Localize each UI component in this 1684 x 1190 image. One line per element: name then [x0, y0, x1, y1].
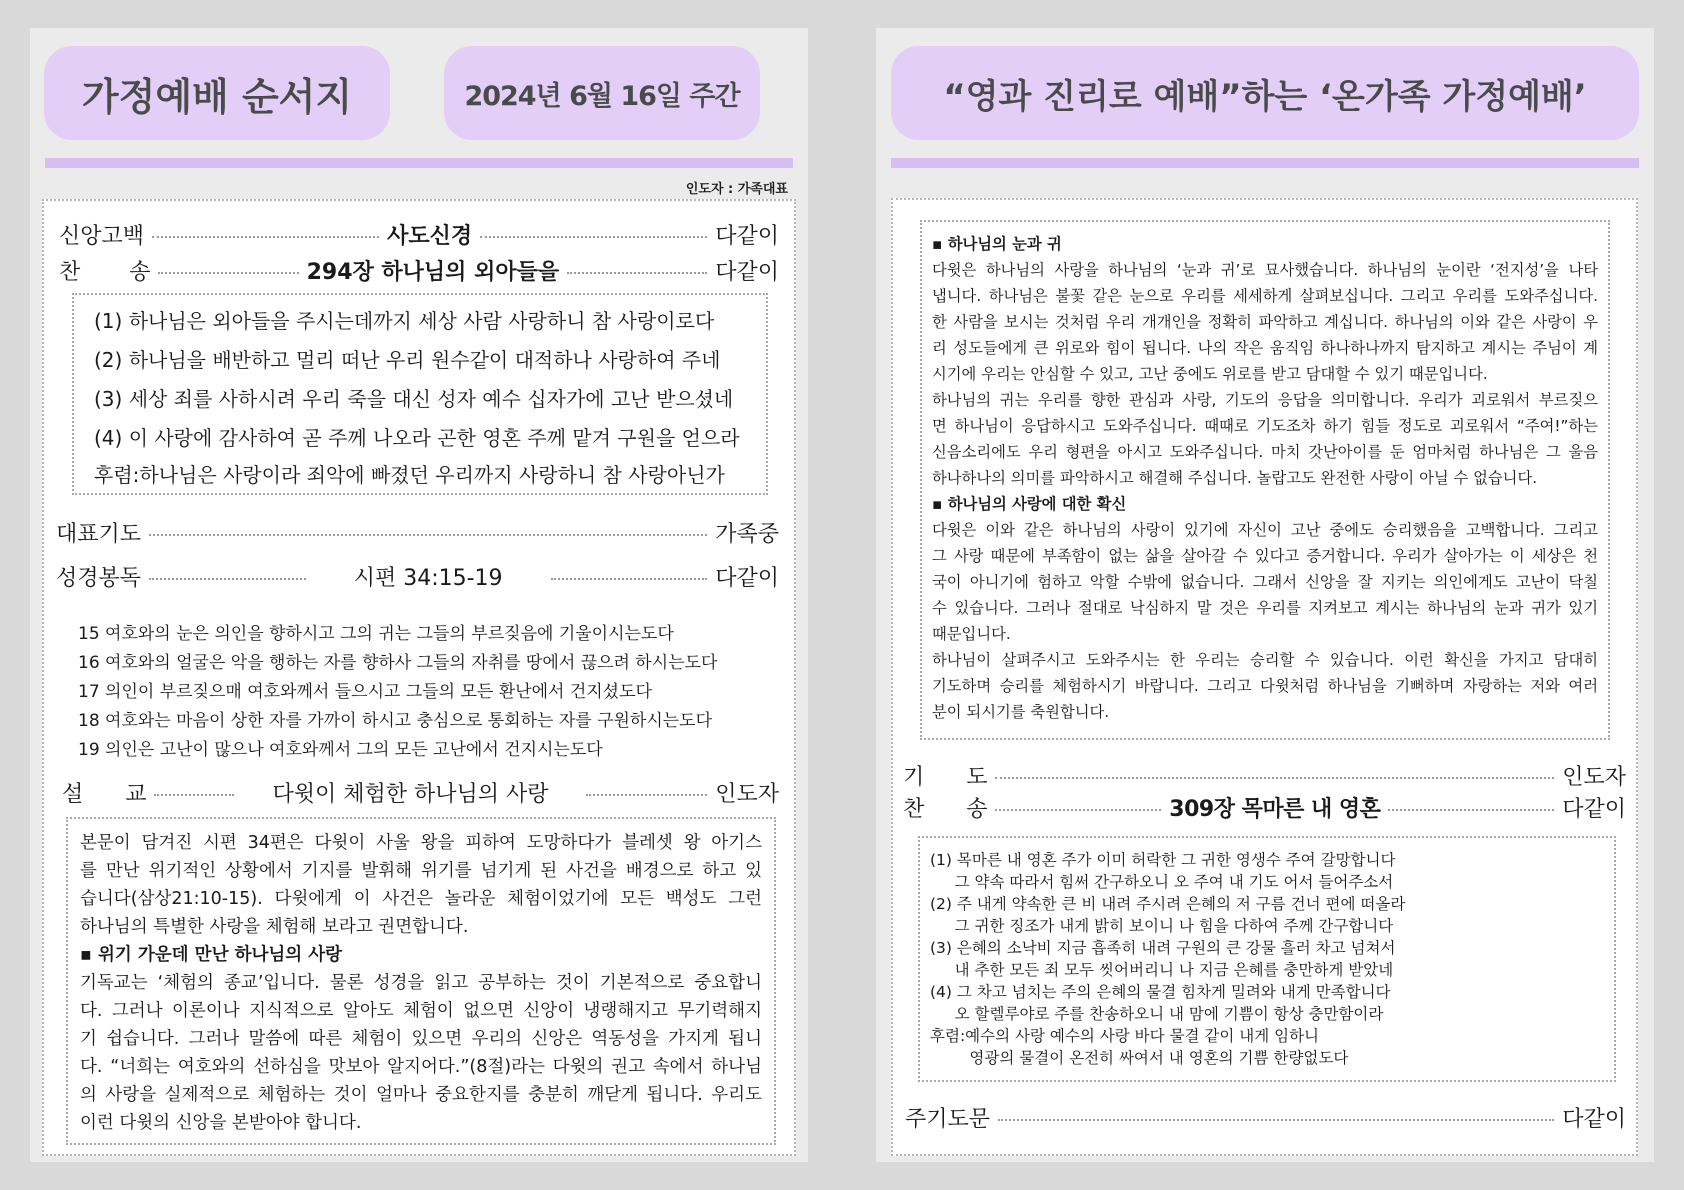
reflection-box	[920, 220, 1610, 740]
hymn-verse: (4) 이 사랑에 감사하여 곧 주께 나오라 곤한 영혼 주께 맡겨 구원을 얻으라	[94, 426, 740, 450]
reflection-line: 리 성도들에게 큰 위로와 힘이 됩니다. 나의 작은 움직임 하나하나까지 탐지하고 계시는 주님이 계	[932, 339, 1598, 357]
week-date-title: 2024년 6월 16일 주간	[444, 46, 760, 140]
sermon-paragraph-line: 기 쉽습니다. 그러나 말씀에 따른 체험이 있으면 우리의 신앙은 역동성을 가지게 됩니	[80, 1029, 762, 1049]
reading-row	[56, 561, 779, 592]
hymn2-verse: 그 약속 따라서 힘써 간구하오니 오 주여 내 기도 어서 들어주소서	[930, 873, 1394, 891]
leader-dots	[480, 236, 707, 238]
creed-title: 사도신경	[387, 224, 473, 249]
creed-label: 신앙고백	[59, 224, 145, 249]
reflection-line: 면 하나님이 응답하시고 도와주십니다. 때때로 기도조차 하기 힘들 정도로 괴로워서 “주여!”하는	[932, 417, 1598, 435]
lords-prayer-row	[905, 1102, 1626, 1133]
leader-dots	[567, 272, 707, 274]
reflection-subheading: ▪ 하나님의 눈과 귀	[932, 235, 1062, 253]
reading-participants: 다같이	[715, 566, 779, 591]
reflection-line: 냅니다. 하나님은 불꽃 같은 눈으로 우리를 세세하게 살펴보십니다. 그리고 우리를 도와주십니다.	[932, 287, 1598, 305]
reflection-line: 다윗은 이와 같은 하나님의 사랑이 있기에 자신이 고난 중에도 승리했음을 고백합니다. 그리고	[932, 521, 1598, 539]
sermon-paragraph-line: 다. “너희는 여호와의 선하심을 맛보아 알지어다.”(8절)라는 다윗의 권고 속에서 하나님	[80, 1057, 762, 1077]
creed-row	[59, 219, 779, 250]
sermon-paragraph-line: 본문이 담겨진 시편 34편은 다윗이 사울 왕을 피하여 도망하다가 블레셋 왕 아기스	[80, 833, 762, 853]
sermon-paragraph-line: 의 사랑을 실제적으로 체험하는 것이 얼마나 중요한지를 충분히 깨닫게 됩니다. 우리도	[80, 1085, 762, 1105]
sermon-leader: 인도자	[715, 782, 779, 807]
hymn-lyrics-box	[72, 293, 768, 495]
leader-dots	[149, 578, 306, 580]
leader-dots	[995, 777, 1554, 779]
leader-dots	[998, 1119, 1554, 1121]
closing-prayer-row	[903, 760, 1626, 791]
leader-dots	[149, 534, 707, 536]
hymn2-verse: 오 할렐루야로 주를 찬송하오니 내 맘에 기쁨이 항상 충만함이라	[930, 1005, 1384, 1023]
sermon-paragraph-line: 를 만난 위기적인 상황에서 기지를 발휘해 위기를 넘기게 된 사건을 배경으로 하고 있	[80, 861, 762, 881]
leader-dots	[995, 809, 1161, 811]
right-page	[876, 28, 1654, 1162]
sermon-text-box	[66, 817, 776, 1145]
sermon-title: 다윗이 체험한 하나님의 사랑	[272, 782, 549, 807]
reflection-line: 시기에 우리는 안심할 수 있고, 고난 중에도 위로를 받고 담대할 수 있기 때문입니다.	[932, 365, 1488, 383]
creed-participants: 다같이	[715, 224, 780, 249]
hymn2-verse: (2) 주 내게 약속한 큰 비 내려 주시려 은혜의 저 구름 건너 편에 떠올라	[930, 895, 1406, 913]
reading-label: 성경봉독	[56, 566, 142, 591]
left-order-frame	[42, 199, 796, 1156]
scripture-verse: 19 의인은 고난이 많으나 여호와께서 그의 모든 고난에서 건지시는도다	[78, 740, 603, 760]
leader-dots	[154, 794, 234, 796]
hymn2-chorus: 영광의 물결이 온전히 싸여서 내 영혼의 기쁨 한량없도다	[930, 1049, 1349, 1067]
hymn-participants: 다같이	[715, 260, 779, 285]
sermon-label: 설 교	[62, 782, 147, 807]
reflection-line: 기도하며 승리를 체험하시기 바랍니다. 그리고 다윗처럼 하나님을 기뻐하며 자랑하는 저와 여러	[932, 677, 1598, 695]
sermon-paragraph-line: 습니다(삼상21:10-15). 다윗에게 이 사건은 놀라운 체험이었기에 모든 백성도 그런	[80, 889, 762, 909]
leader-dots	[586, 794, 707, 796]
lords-prayer-participants: 다같이	[1562, 1107, 1626, 1132]
hymn2-verse: (3) 은혜의 소낙비 지금 흡족히 내려 구원의 큰 강물 흘러 차고 넘쳐서	[930, 939, 1396, 957]
reflection-line: 하나님의 귀는 우리를 향한 관심과 사랑, 기도의 응답을 의미합니다. 우리가 괴로워서 부르짖으	[932, 391, 1598, 409]
left-page	[30, 28, 808, 1162]
reflection-subheading: ▪ 하나님의 사랑에 대한 확신	[932, 495, 1127, 513]
worship-order-title: 가정예배 순서지	[44, 46, 390, 140]
sermon-paragraph-line: 다. 그러나 이론이나 지식적으로 알아도 체험이 없으면 신앙이 냉랭해지고 무기력해지	[80, 1001, 762, 1021]
reflection-line: 다윗은 하나님의 사랑을 하나님의 ‘눈과 귀’로 묘사했습니다. 하나님의 눈이란 ‘전지성’을 나타	[932, 261, 1598, 279]
leader-note: 인도자 : 가족대표	[685, 182, 788, 197]
hymn2-verse: (1) 목마른 내 영혼 주가 이미 허락한 그 귀한 영생수 주여 갈망합니다	[930, 851, 1396, 869]
hymn2-chorus: 후렴:예수의 사랑 예수의 사랑 바다 물결 같이 내게 임하니	[930, 1027, 1320, 1045]
reflection-line: 국이 아니기에 험하고 악할 수밖에 없습니다. 그래서 신앙을 잘 지키는 의인에게도 고난이 닥칠	[932, 573, 1598, 591]
sermon-paragraph-line: 이런 다윗의 신앙을 본받아야 합니다.	[80, 1113, 362, 1133]
hymn-label: 찬 송	[59, 260, 151, 285]
prayer-participants: 가족중	[715, 522, 779, 547]
hymn-chorus: 후렴:하나님은 사랑이라 죄악에 빠졌던 우리까지 사랑하니 참 사랑아닌가	[94, 463, 725, 487]
sermon-paragraph-line: 하나님의 특별한 사랑을 체험해 보라고 권면합니다.	[80, 917, 469, 937]
reflection-line: 하나하나의 의미를 파악하시고 해결해 주십니다. 놀랍고도 완전한 사랑이 아닐 수 없습니다.	[932, 469, 1538, 487]
sermon-subheading: ▪ 위기 가운데 만난 하나님의 사랑	[80, 945, 343, 965]
reflection-line: 하나님이 살펴주시고 도와주시는 한 우리는 승리할 수 있습니다. 이런 확신을 가지고 담대히	[932, 651, 1598, 669]
hymn2-verse: 내 추한 모든 죄 모두 씻어버리니 나 지금 은혜를 충만하게 받았네	[930, 961, 1394, 979]
reflection-line: 수 있습니다. 그러나 절대로 낙심하지 말 것은 우리를 지켜보고 계시는 하나님의 눈과 귀가 있기	[932, 599, 1598, 617]
reflection-line: 한 사람을 보시는 것처럼 우리 개개인을 정확히 파악하고 계십니다. 하나님의 이와 같은 사랑이 우	[932, 313, 1598, 331]
right-order-frame	[891, 198, 1638, 1156]
hymn2-verse: (4) 그 차고 넘치는 주의 은혜의 물결 힘차게 밀려와 내게 만족합니다	[930, 983, 1391, 1001]
hymn2-title: 309장 목마른 내 영혼	[1169, 797, 1381, 822]
sermon-row	[62, 777, 779, 808]
prayer-label: 대표기도	[56, 522, 142, 547]
reflection-line: 분이 되시기를 축원합니다.	[932, 703, 1110, 721]
scripture-verse: 16 여호와의 얼굴은 악을 행하는 자를 향하사 그들의 자취를 땅에서 끊으려 하시는도다	[78, 653, 718, 673]
closing-prayer-label: 기 도	[903, 765, 988, 790]
closing-prayer-leader: 인도자	[1562, 765, 1626, 790]
hymn-verse: (1) 하나님은 외아들을 주시는데까지 세상 사람 사랑하니 참 사랑이로다	[94, 309, 715, 333]
hymn-verse: (2) 하나님을 배반하고 멀리 떠난 우리 원수같이 대적하나 사랑하여 주네	[94, 348, 721, 372]
family-worship-title: “영과 진리로 예배”하는 ‘온가족 가정예배’	[891, 46, 1639, 140]
reflection-line: 때문입니다.	[932, 625, 1011, 643]
scripture-verse: 15 여호와의 눈은 의인을 향하시고 그의 귀는 그들의 부르짖음에 기울이시는도다	[78, 624, 674, 644]
hymn2-row	[903, 792, 1626, 823]
scripture-verse: 17 의인이 부르짖으매 여호와께서 들으시고 그들의 모든 환난에서 건지셨도다	[78, 682, 652, 702]
hymn2-lyrics-box	[918, 836, 1616, 1082]
reflection-line: 그 사랑 때문에 부족함이 없는 삶을 살아갈 수 있다고 증거합니다. 우리가 살아가는 이 세상은 천	[932, 547, 1598, 565]
leader-dots	[551, 578, 708, 580]
hymn2-label: 찬 송	[903, 797, 988, 822]
hymn-verse: (3) 세상 죄를 사하시려 우리 죽을 대신 성자 예수 십자가에 고난 받으셨네	[94, 387, 734, 411]
reading-passage: 시편 34:15-19	[353, 566, 503, 591]
scripture-verse: 18 여호와는 마음이 상한 자를 가까이 하시고 충심으로 통회하는 자를 구원하시는도다	[78, 711, 713, 731]
prayer-row	[56, 517, 779, 548]
leader-dots	[158, 272, 298, 274]
leader-dots	[1388, 809, 1554, 811]
reflection-line: 신음소리에도 우리 형편을 아시고 도와주십니다. 마치 갓난아이를 둔 엄마처럼 하나님은 그 울음	[932, 443, 1598, 461]
sermon-paragraph-line: 기독교는 ‘체험의 종교’입니다. 물론 성경을 읽고 공부하는 것이 기본적으로 중요합니	[80, 973, 762, 993]
lords-prayer-label: 주기도문	[905, 1107, 991, 1132]
hymn-title: 294장 하나님의 외아들을	[306, 260, 560, 285]
hymn2-verse: 그 귀한 징조가 내게 밝히 보이니 나 힘을 다하여 주께 간구합니다	[930, 917, 1394, 935]
left-accent-bar	[45, 158, 793, 168]
leader-dots	[152, 236, 379, 238]
right-accent-bar	[891, 158, 1639, 168]
hymn-row	[59, 255, 779, 286]
hymn2-participants: 다같이	[1562, 797, 1626, 822]
